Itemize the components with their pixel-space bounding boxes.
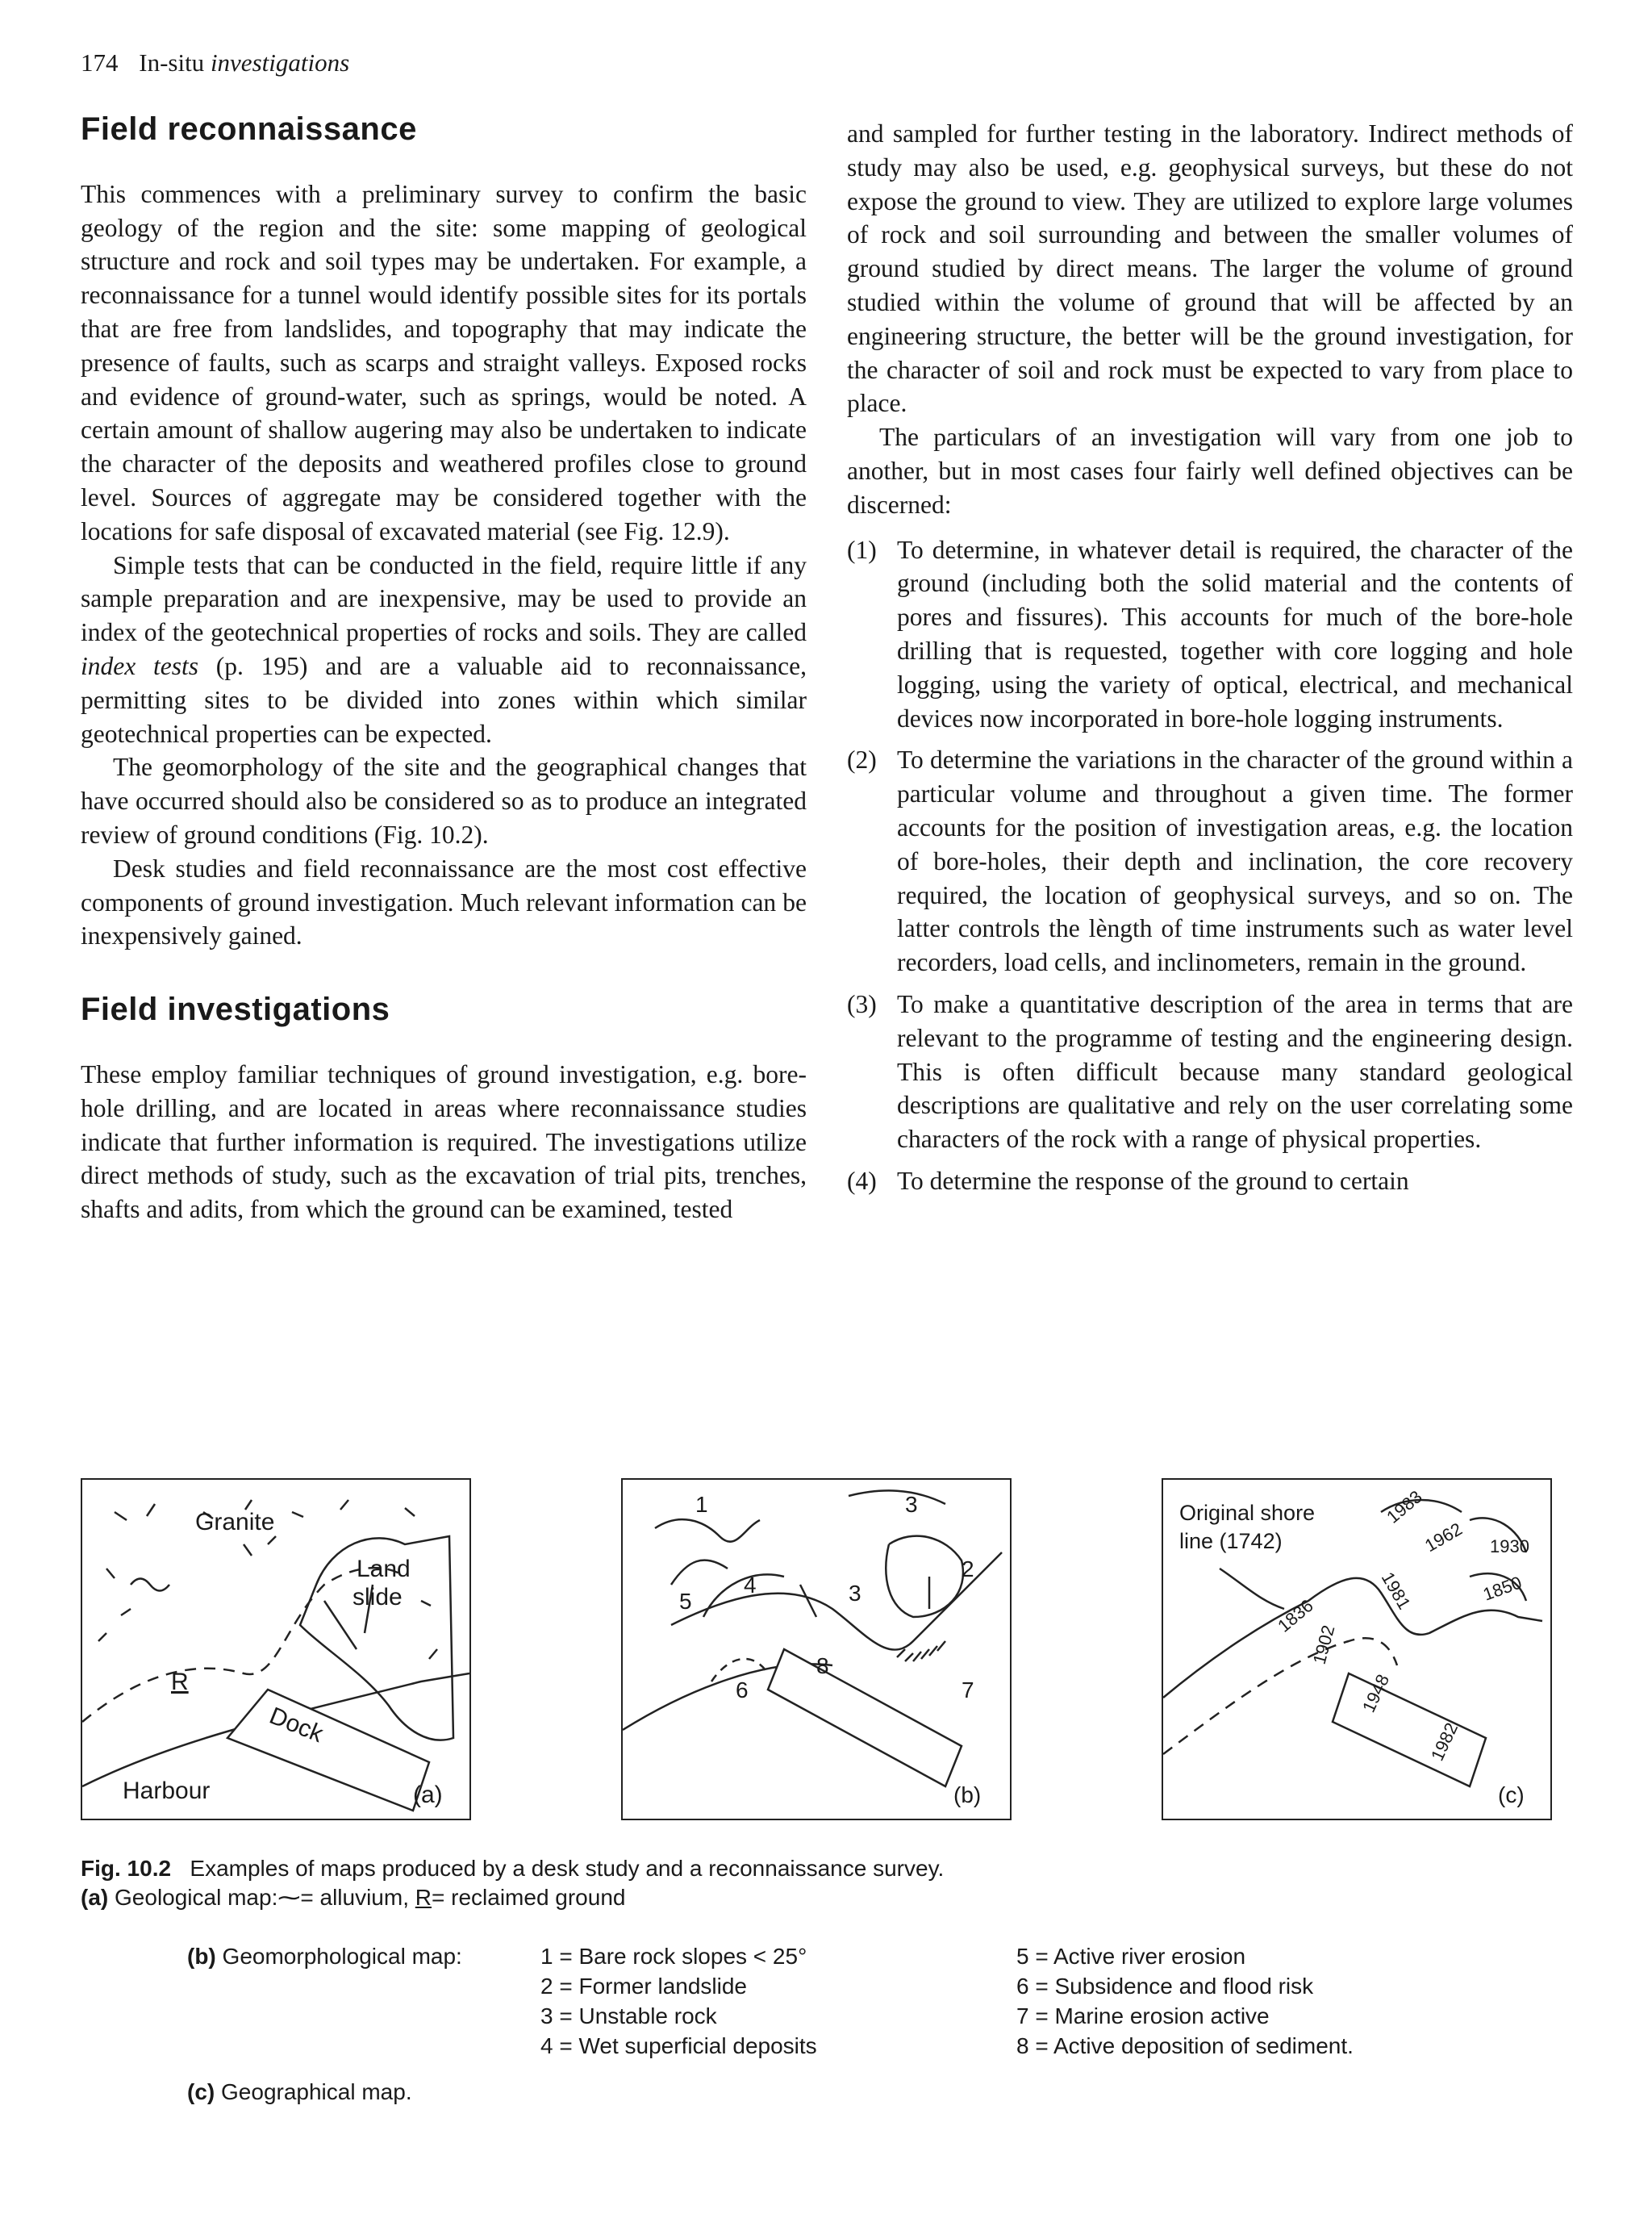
caption-a-line: (a) Geological map:⁓= alluvium, R= reclaimed ground	[81, 1885, 626, 1910]
label-1982: 1982	[1426, 1719, 1462, 1765]
label-reclaimed: R	[171, 1669, 189, 1695]
running-title: In-situ	[139, 48, 205, 77]
label-2: 2	[962, 1556, 974, 1581]
label-1930: 1930	[1490, 1536, 1529, 1556]
label-1981: 1981	[1377, 1569, 1415, 1613]
left-column	[81, 113, 807, 1226]
legend-item: 5 = Active river erosion	[1016, 1944, 1246, 1969]
index-tests-term: index tests	[81, 651, 198, 680]
objective-item: (4) To determine the response of the ground to certain	[847, 1166, 1409, 1195]
legend-item: 1 = Bare rock slopes < 25°	[540, 1944, 807, 1969]
map-b-drawing	[623, 1480, 1010, 1819]
paragraph: Simple tests that can be conducted in the field, require little if any sample preparation and are inexpensive, may be used to provide an index of the geotechnical properties of rocks and soils. They are called index tests (p. 195) and are a valuable aid to reconnaissance, permitting sites to be divided into zones within which similar geotechnical properties can be expected.	[81, 550, 807, 748]
label-7: 7	[962, 1677, 974, 1702]
map-c-drawing	[1163, 1480, 1550, 1819]
label-harbour: Harbour	[123, 1778, 211, 1804]
caption-title: Examples of maps produced by a desk study and a reconnaissance survey.	[190, 1856, 945, 1881]
label-3-top: 3	[905, 1492, 918, 1517]
label-land: Land	[357, 1556, 411, 1582]
legend-item: 3 = Unstable rock	[540, 2003, 717, 2028]
figure-label: Fig. 10.2	[81, 1856, 172, 1881]
label-shore-1: Original shore	[1179, 1501, 1316, 1525]
legend-item: 2 = Former landslide	[540, 1974, 748, 1999]
legend-item: 6 = Subsidence and flood risk	[1016, 1974, 1314, 1999]
label-8: 8	[816, 1653, 829, 1678]
label-5: 5	[679, 1589, 692, 1614]
caption-c-line: (c) Geographical map.	[187, 2079, 412, 2104]
legend-item: 4 = Wet superficial deposits	[540, 2033, 817, 2058]
map-a-drawing	[82, 1480, 469, 1819]
label-4: 4	[744, 1573, 757, 1598]
map-a-geological	[81, 1478, 471, 1820]
label-1: 1	[695, 1492, 708, 1517]
map-c-geographical	[1162, 1478, 1552, 1820]
legend-column-2	[1016, 1941, 1354, 2061]
label-3: 3	[849, 1581, 861, 1606]
label-granite: Granite	[195, 1509, 275, 1535]
paragraph: The geomorphology of the site and the geographical changes that have occurred should also be considered so as to produce an integrated review of ground conditions (Fig. 10.2).	[81, 753, 807, 849]
label-6: 6	[736, 1677, 749, 1702]
paragraph: These employ familiar techniques of ground investigation, e.g. bore-hole drilling, and are located in areas where reconnaissance studies indicate that further information is required. The investigations utilize direct methods of study, such as the excavation of trial pits, trenches, shafts and adits, from which the ground can be examined, tested	[81, 1059, 807, 1224]
page: 174 In-situ investigations Field reconnaissance This commences with a preliminary survey to confirm the basic geology of the region and the site: some mapping of geological structure and rock and soil types may be undertaken. For example, a reconnaissance for a tunnel would identify possible sites for its portals that are free from landslides, and topography that may indicate the presence of faults, such as scarps and straight valleys. Exposed rocks and evidence of ground-water, such as springs, would be noted. A certain amount of shallow augering may also be undertaken to indicate the character of the deposits and weathered profiles close to ground level. Sources of aggregate may be considered together with the locations for safe disposal of excavated material (see Fig. 12.9). Simple tests that can be conducted in the field, require little if any sample preparation and are inexpensive, may be used to provide an index of the geotechnical properties of rocks and soils. They are called index tests (p. 195) and are a valuable aid to reconnaissance, permitting sites to be divided into zones within which similar geotechnical properties can be expected. The geomorphology of the site and the geographical changes that have occurred should also be considered so as to produce an integrated review of ground conditions (Fig. 10.2). Desk studies and field reconnaissance are the most cost effective components of ground investigation. Much relevant information can be inexpensively gained. Field investigations These employ familiar techniques of ground investigation, e.g. bore-hole drilling, and are located in areas where reconnaissance studies indicate that further information is required. The investigations utilize direct methods of study, such as the excavation of trial pits, trenches, shafts and adits, from which the ground can be examined, tested and sampled for further testing in the laboratory. Indirect methods of study may also be used, e.g. geophysical surveys, but these do not expose the ground to view. They are utilized to explore large volumes of rock and soil surrounding and between the smaller volumes of ground studied by direct means. The larger the volume of ground studied within the volume of ground that will be affected by an engineering structure, the better will be the ground investigation, for the character of soil and rock must be expected to vary from place to place. The particulars of an investigation will vary from one job to another, but in most cases four fairly well defined objectives can be discerned: (1) To determine, in whatever detail is required, the character of the ground (including both the solid material and the contents of pores and fissures). This accounts for much of the bore-hole drilling that is requested, together with core logging and hole logging, using the variety of optical, electrical, and mechanical devices now incorporated in bore-hole logging instruments. (2) To determine the variations in the character of the ground within a particular volume and throughout a given time. The former accounts for the position of investigation areas, e.g. the location of bore-holes, their depth and inclination, the core recovery required, the location of geophysical surveys, and so on. The latter controls the lèngth of time instruments such as water level recorders, load cells, and inclinometers, remain in the ground. (3) To make a quantitative description of the area in terms that are relevant to the programme of testing and the engineering design. This is often difficult because many standard geological descriptions are qualitative and rely on the user correlating some characters of the rock with a range of physical properties. (4) To determine the response of the ground to certain Granite Land slide R Dock Harbour (a) 1 3 2 4 5 3 6 8 7 (b) Original shore line (1742) 1983 1962 1930 1981 1850 1836 1902 1948 1982 (c) Fig. 10.2 Examples of maps produced by a desk study and a reconnaissance survey. (a) Geological map:⁓= alluvium, R= reclaimed ground (b) Geomorphological map: 1 = Bare rock slopes < 25° 2 = Former landslide 3 = Unstable rock 4 = Wet superficial deposits 5 = Active river erosion 6 = Subsidence and flood risk 7 = Marine erosion active 8 = Active deposition of sediment. (c) Geographical map.	[81, 48, 1573, 2104]
map-b-geomorphological	[621, 1478, 1012, 1820]
section-heading-field-reconnaissance: Field reconnaissance	[81, 111, 417, 147]
panel-label-a: (a)	[413, 1782, 443, 1808]
legend-column-1	[540, 1941, 817, 2061]
panel-label-b: (b)	[953, 1782, 982, 1807]
section-heading-field-investigations: Field investigations	[81, 992, 390, 1028]
running-title-italic: investigations	[210, 48, 350, 77]
objectives-list	[847, 533, 1573, 1198]
label-1962: 1962	[1421, 1519, 1466, 1556]
label-1850: 1850	[1480, 1572, 1525, 1605]
objective-item: (1) To determine, in whatever detail is required, the character of the ground (including both the solid material and the contents of pores and fissures). This accounts for much of the bore-hole drilling that is requested, together with core logging and hole logging, using the variety of optical, electrical, and mechanical devices now incorporated in bore-hole logging instruments.	[847, 535, 1573, 733]
alluvium-symbol-icon: ⁓	[277, 1885, 301, 1910]
objective-item: (2) To determine the variations in the character of the ground within a particular volume and throughout a given time. The former accounts for the position of investigation areas, e.g. the location of bore-holes, their depth and inclination, the core recovery required, the location of geophysical surveys, and so on. The latter controls the lèngth of time instruments such as water level recorders, load cells, and inclinometers, remain in the ground.	[847, 746, 1573, 977]
legend-item: 7 = Marine erosion active	[1016, 2003, 1270, 2028]
objective-item: (3) To make a quantitative description of the area in terms that are relevant to the programme of testing and the engineering design. This is often difficult because many standard geological descriptions are qualitative and rely on the user correlating some characters of the rock with a range of physical properties.	[847, 989, 1573, 1154]
label-shore-2: line (1742)	[1179, 1529, 1283, 1553]
label-1983: 1983	[1383, 1486, 1426, 1527]
label-1902: 1902	[1308, 1623, 1339, 1667]
caption-title-line	[81, 1854, 1549, 1883]
label-dock: Dock	[265, 1702, 327, 1748]
paragraph: This commences with a preliminary survey to confirm the basic geology of the region and the site: some mapping of geological structure and rock and soil types may be undertaken. For example, a reconnaissance for a tunnel would identify possible sites for its portals that are free from landslides, and topography that may indicate the presence of faults, such as scarps and straight valleys. Exposed rocks and evidence of ground-water, such as springs, would be noted. A certain amount of shallow augering may also be undertaken to indicate the character of the deposits and weathered profiles close to ground level. Sources of aggregate may be considered together with the locations for safe disposal of excavated material (see Fig. 12.9).	[81, 179, 807, 545]
paragraph: The particulars of an investigation will vary from one job to another, but in most cases four fairly well defined objectives can be discerned:	[847, 423, 1573, 519]
panel-label-c: (c)	[1498, 1782, 1525, 1807]
label-slide: slide	[353, 1584, 403, 1610]
label-1836: 1836	[1274, 1595, 1317, 1636]
legend-item: 8 = Active deposition of sediment.	[1016, 2033, 1354, 2058]
paragraph: Desk studies and field reconnaissance are the most cost effective components of ground investigation. Much relevant information can be inexpensively gained.	[81, 854, 807, 950]
figure-caption	[81, 1854, 1549, 1912]
page-number: 174	[81, 48, 119, 77]
label-1948: 1948	[1358, 1671, 1394, 1716]
running-head	[81, 48, 349, 77]
figure-10-2	[81, 1478, 1549, 1817]
paragraph: and sampled for further testing in the laboratory. Indirect methods of study may also be used, e.g. geophysical surveys, but these do not expose the ground to view. They are utilized to explore large volumes of rock and soil surrounding and between the smaller volumes of ground studied by direct means. The larger the volume of ground studied within the volume of ground that will be affected by an engineering structure, the better will be the ground investigation, for the character of soil and rock must be expected to vary from place to place.	[847, 119, 1573, 418]
right-column	[847, 117, 1573, 1206]
